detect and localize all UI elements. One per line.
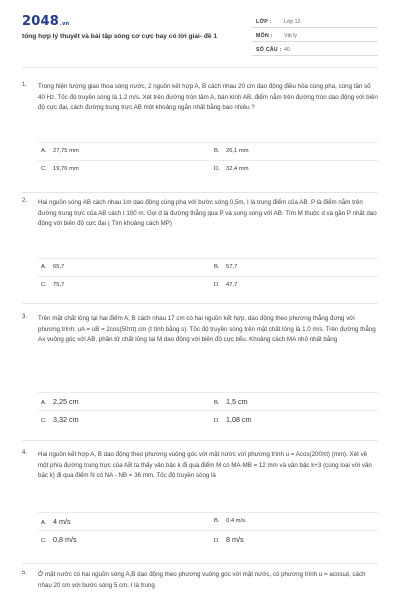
option-d[interactable]: D. 47,7 — [214, 282, 238, 288]
meta-count — [252, 42, 378, 56]
option-b[interactable]: B. 0,4 m/s. — [214, 518, 247, 524]
option-d[interactable]: D. 8 m/s — [214, 535, 244, 544]
option-b[interactable]: B. 1,5 cm — [214, 397, 248, 406]
meta-subject-value: Vật lý — [284, 33, 297, 39]
logo-main: 2048 — [22, 14, 59, 29]
option-row — [38, 410, 378, 428]
option-a[interactable]: A. 4 m/s — [41, 517, 71, 526]
document-header — [0, 0, 400, 62]
option-row — [38, 258, 378, 276]
meta-class-label: LỚP : — [256, 19, 272, 25]
option-d[interactable]: D. 32,4 mm — [214, 166, 249, 172]
option-d[interactable]: D. 1,08 cm — [214, 415, 252, 424]
option-a[interactable]: A. 65,7 — [41, 264, 65, 270]
question-divider — [22, 303, 378, 304]
question-divider — [22, 440, 378, 441]
option-c[interactable]: C. 75,7 — [41, 282, 65, 288]
question-number: 2. — [22, 198, 28, 204]
option-b[interactable]: B. 26,1 mm — [214, 148, 249, 154]
question-number: 1. — [22, 82, 28, 88]
logo-suffix: .vn — [59, 21, 70, 27]
option-c[interactable]: C. 0,8 m/s — [41, 535, 77, 544]
meta-count-label: SỐ CÂU : — [256, 47, 282, 53]
question-text: Ở mặt nước có hai nguồn sóng A,B dao động theo phương vuông góc với mặt nước, có phương trình u = acosωt, cách nhau 20 cm với bước sóng 5 cm. I là trung — [38, 571, 366, 589]
question-text: Trong hiện tượng giao thoa sóng nước, 2 nguồn kết hợp A, B cách nhau 20 cm dao động điều hòa cùng pha, cùng tần số 40 Hz. Tốc độ truyền sóng là 1,2 m/s. Xét trên đường tròn tâm A, bán kính AB, điểm nằm trên đường tròn dao động với biên độ cực đại, cách đường trung trực AB một khoảng ngắn nhất bằng bao nhiêu ? — [38, 83, 378, 112]
question-number: 4. — [22, 450, 28, 456]
site-logo[interactable] — [22, 14, 69, 29]
option-row — [38, 512, 378, 530]
question-5 — [22, 570, 378, 600]
option-c[interactable]: C. 3,32 cm — [41, 415, 79, 424]
option-row — [38, 142, 378, 160]
meta-subject — [252, 28, 378, 42]
option-row — [38, 392, 378, 410]
option-row — [38, 530, 378, 548]
option-a[interactable]: A. 2,25 cm — [41, 397, 79, 406]
meta-subject-label: MÔN : — [256, 33, 273, 39]
question-4 — [22, 450, 378, 556]
question-text: Hai nguồn kết hợp A, B dao động theo phương vuông góc với mặt nước với phương trình u = Acos(200πt) (mm). Xét về một phía đường trung trực của AB ta thấy vân bậc k đi qua điểm M có MA-MB = 12 mm và vân bậc k+3 (cùng loại với vân bậc k) đi qua điểm N có NA - NB = 36 mm. Tốc độ truyền sóng là — [38, 451, 372, 480]
question-divider — [22, 563, 378, 564]
question-number: 3. — [22, 314, 28, 320]
header-divider — [22, 67, 378, 68]
question-1 — [22, 82, 378, 182]
option-row — [38, 276, 378, 294]
question-2 — [22, 198, 378, 298]
option-b[interactable]: B. 57,7 — [214, 264, 238, 270]
option-a[interactable]: A. 27,75 mm — [41, 148, 79, 154]
option-row — [38, 160, 378, 178]
meta-class-value: Lớp 12 — [284, 19, 301, 25]
question-3 — [22, 314, 378, 434]
meta-class — [252, 14, 378, 28]
question-number: 5. — [22, 570, 28, 576]
question-divider — [22, 192, 378, 193]
question-text: Trên mặt chất lỏng tại hai điểm A, B cách nhau 17 cm có hai nguồn kết hợp, dao động theo phương thẳng đứng với phương trình: uA = uB = 2cos(50πt) cm (t tính bằng s). Tốc độ truyền sóng trên mặt chất lỏng là 1,0 m/s. Trên đường thẳng Ax vuông góc với AB, phần tử chất lỏng tại M dao động với biên độ cực tiểu. Khoảng cách MA nhỏ nhất bằng — [38, 315, 376, 344]
document-title: tổng hợp lý thuyết và bài tập sóng cơ cực hay có lời giải- đề 1 — [22, 33, 218, 40]
question-text: Hai nguồn sóng AB cách nhau 1m dao động cùng pha với bước sóng 0,5m, I là trung điểm của AB. P là điểm nằm trên đường trung trực của AB cách I 100 m. Gọi d là đường thẳng qua P và song song với AB. Tìm M thuộc d và gần P nhất dao động với biên độ cực đại ( Tìm khoảng cách MP) — [38, 199, 377, 228]
option-c[interactable]: C. 19,76 mm — [41, 166, 79, 172]
meta-count-value: 40 — [284, 47, 290, 53]
